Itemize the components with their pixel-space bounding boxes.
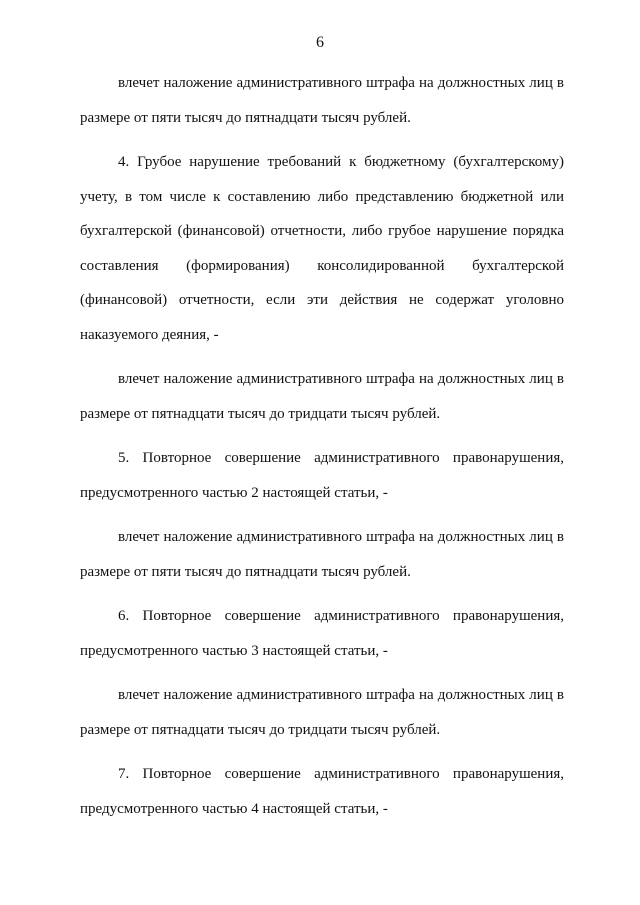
- paragraph: влечет наложение административного штрафа на должностных лиц в размере от пятнадцати тысяч до тридцати тысяч рублей.: [80, 687, 564, 738]
- document-body: [80, 66, 564, 836]
- paragraph: 7. Повторное совершение административного правонарушения, предусмотренного частью 4 настоящей статьи, -: [80, 766, 564, 817]
- paragraph: влечет наложение административного штрафа на должностных лиц в размере от пяти тысяч до пятнадцати тысяч рублей.: [80, 529, 564, 580]
- page-number: 6: [316, 34, 324, 51]
- paragraph: 6. Повторное совершение административного правонарушения, предусмотренного частью 3 настоящей статьи, -: [80, 608, 564, 659]
- paragraph: 5. Повторное совершение административного правонарушения, предусмотренного частью 2 настоящей статьи, -: [80, 450, 564, 501]
- paragraph: 4. Грубое нарушение требований к бюджетному (бухгалтерскому) учету, в том числе к составлению либо представлению бюджетной или бухгалтерской (финансовой) отчетности, либо грубое нарушение порядка составления (формирования) консолидированной бухгалтерской (финансовой) отчетности, если эти действия не содержат уголовно наказуемого деяния, -: [80, 154, 564, 343]
- paragraph: влечет наложение административного штрафа на должностных лиц в размере от пяти тысяч до пятнадцати тысяч рублей.: [80, 75, 564, 126]
- paragraph: влечет наложение административного штрафа на должностных лиц в размере от пятнадцати тысяч до тридцати тысяч рублей.: [80, 371, 564, 422]
